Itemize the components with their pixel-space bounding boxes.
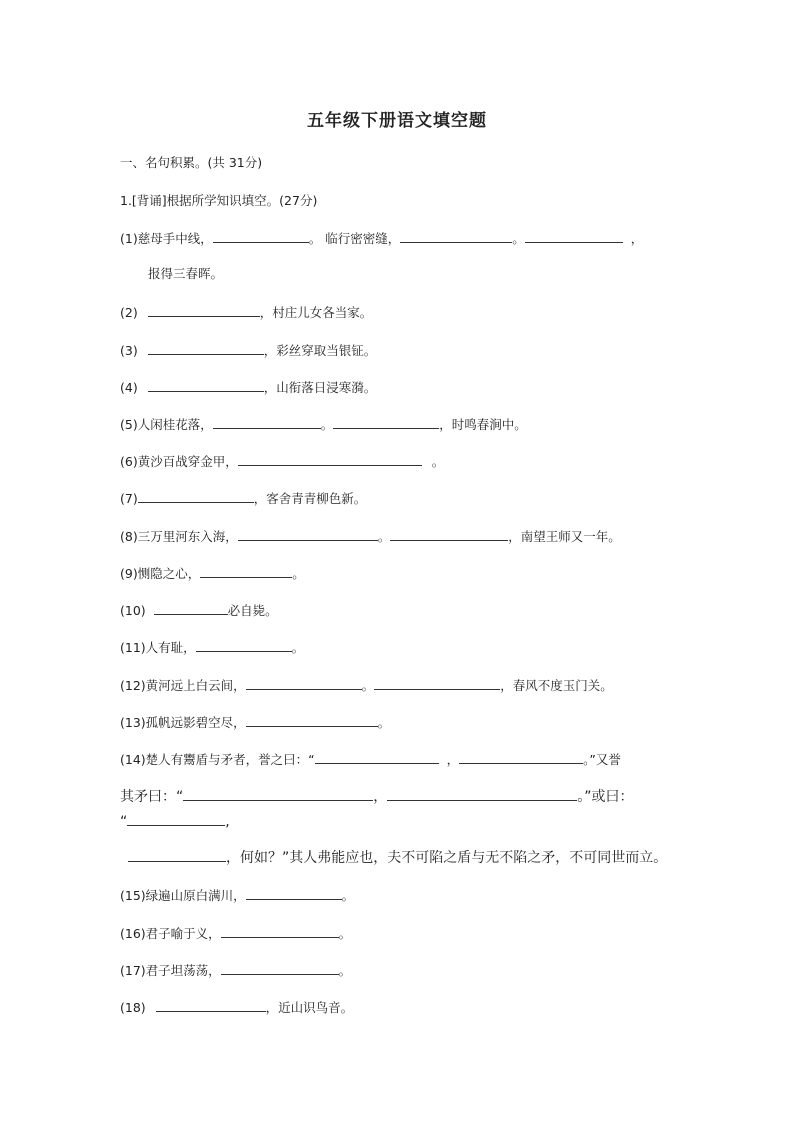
item-text: (2) — [120, 305, 138, 320]
item-text: 。 — [377, 529, 391, 544]
blank-field[interactable] — [333, 415, 439, 429]
list-item — [120, 527, 621, 546]
item-text: 。 — [512, 231, 525, 246]
list-item — [120, 303, 372, 322]
item-text: (8)三万里河东入海， — [120, 529, 238, 544]
section-heading — [120, 154, 262, 172]
item-text: (15)绿遍山原白满川， — [120, 888, 246, 903]
item-text: (6)黄沙百战穿金甲， — [120, 454, 238, 469]
blank-field[interactable] — [148, 378, 264, 392]
item-text: 必自毙。 — [227, 603, 278, 618]
blank-field[interactable] — [459, 750, 583, 764]
item-text: 。 — [377, 715, 391, 730]
item-text: ，春风不度玉门关。 — [500, 678, 613, 693]
list-item — [120, 378, 376, 397]
item-text: (14)楚人有鬻盾与矛者，誉之曰：“ — [120, 752, 315, 767]
blank-field[interactable] — [148, 303, 260, 317]
item-text: (10) — [120, 603, 146, 618]
list-item — [120, 489, 366, 508]
blank-field[interactable] — [374, 676, 500, 690]
blank-field[interactable] — [525, 229, 623, 243]
item-text: (18) — [120, 1000, 146, 1015]
list-item-continuation — [148, 265, 223, 283]
item-text: 。 — [431, 454, 445, 469]
blank-field[interactable] — [387, 787, 577, 801]
blank-field[interactable] — [213, 415, 321, 429]
blank-field[interactable] — [154, 601, 228, 615]
list-item-continuation — [120, 787, 634, 806]
list-item — [120, 750, 621, 769]
list-item — [120, 961, 351, 980]
item-text: 报得三春晖。 — [148, 266, 224, 281]
item-text: (4) — [120, 380, 138, 395]
list-item — [120, 886, 354, 905]
blank-field[interactable] — [200, 564, 292, 578]
list-item — [120, 229, 643, 248]
list-item — [120, 452, 444, 471]
item-text: 。 临行密密缝， — [308, 231, 401, 246]
item-text: ，客舍青青柳色新。 — [253, 491, 367, 506]
item-text: ，村庄儿女各当家。 — [259, 305, 373, 320]
item-text: ，山衔落日浸寒漪。 — [263, 380, 377, 395]
blank-field[interactable] — [400, 229, 512, 243]
item-text: 。 — [341, 888, 355, 903]
list-item — [120, 713, 390, 732]
item-text: ，彩丝穿取当银钲。 — [263, 343, 377, 358]
item-text: 。”又誉 — [583, 752, 621, 767]
item-text: (12)黄河远上白云间， — [120, 678, 246, 693]
blank-field[interactable] — [246, 886, 342, 900]
blank-field[interactable] — [238, 527, 378, 541]
page-title: 五年级下册语文填空题 — [307, 111, 487, 131]
list-item — [120, 415, 527, 434]
list-item — [120, 924, 351, 943]
list-item-continuation — [120, 812, 230, 831]
list-item — [120, 564, 305, 583]
list-item-continuation — [128, 848, 667, 867]
blank-field[interactable] — [127, 812, 225, 826]
question-1-header-text: 1.[背诵]根据所学知识填空。(27分) — [120, 193, 318, 208]
list-item — [120, 601, 278, 620]
item-text: ，时鸣春涧中。 — [439, 417, 527, 432]
blank-field[interactable] — [246, 676, 362, 690]
list-item — [120, 676, 613, 695]
item-text: (1)慈母手中线， — [120, 231, 213, 246]
item-text: 。”或曰： — [577, 789, 634, 805]
blank-field[interactable] — [238, 452, 422, 466]
blank-field[interactable] — [390, 527, 508, 541]
list-item — [120, 998, 353, 1017]
item-text: ，何如？”其人弗能应也，夫不可陷之盾与无不陷之矛，不可同世而立。 — [226, 850, 668, 866]
item-text: 。 — [361, 678, 375, 693]
blank-field[interactable] — [148, 341, 264, 355]
item-text: ，南望王师又一年。 — [508, 529, 621, 544]
item-text: 。 — [338, 926, 352, 941]
list-item — [120, 341, 376, 360]
item-text: 。 — [338, 963, 352, 978]
item-text: ， — [446, 752, 460, 767]
item-text: (11)人有耻， — [120, 640, 196, 655]
item-text: (9)恻隐之心， — [120, 566, 201, 581]
blank-field[interactable] — [221, 961, 339, 975]
item-text: , — [225, 814, 230, 830]
item-text: (17)君子坦荡荡， — [120, 963, 221, 978]
item-text: (7) — [120, 491, 138, 506]
item-text: (13)孤帆远影碧空尽， — [120, 715, 246, 730]
blank-field[interactable] — [156, 998, 266, 1012]
list-item — [120, 638, 304, 657]
blank-field[interactable] — [246, 713, 378, 727]
item-text: “ — [120, 814, 128, 830]
blank-field[interactable] — [213, 229, 309, 243]
item-text: ， — [630, 231, 644, 246]
section-heading-text: 一、名句积累。(共 31分) — [120, 155, 263, 170]
item-text: 。 — [291, 640, 305, 655]
item-text: (5)人闲桂花落， — [120, 417, 213, 432]
item-text: 其矛曰：“ — [120, 789, 184, 805]
item-text: ，近山识鸟音。 — [265, 1000, 354, 1015]
blank-field[interactable] — [128, 848, 226, 862]
item-text: ， — [373, 789, 388, 805]
item-text: 。 — [320, 417, 334, 432]
item-text: (3) — [120, 343, 138, 358]
item-text: 。 — [292, 566, 305, 581]
blank-field[interactable] — [183, 787, 373, 801]
blank-field[interactable] — [138, 489, 254, 503]
item-text: (16)君子喻于义， — [120, 926, 221, 941]
question-1-header — [120, 192, 317, 210]
blank-field[interactable] — [315, 750, 439, 764]
blank-field[interactable] — [221, 924, 339, 938]
blank-field[interactable] — [196, 638, 292, 652]
